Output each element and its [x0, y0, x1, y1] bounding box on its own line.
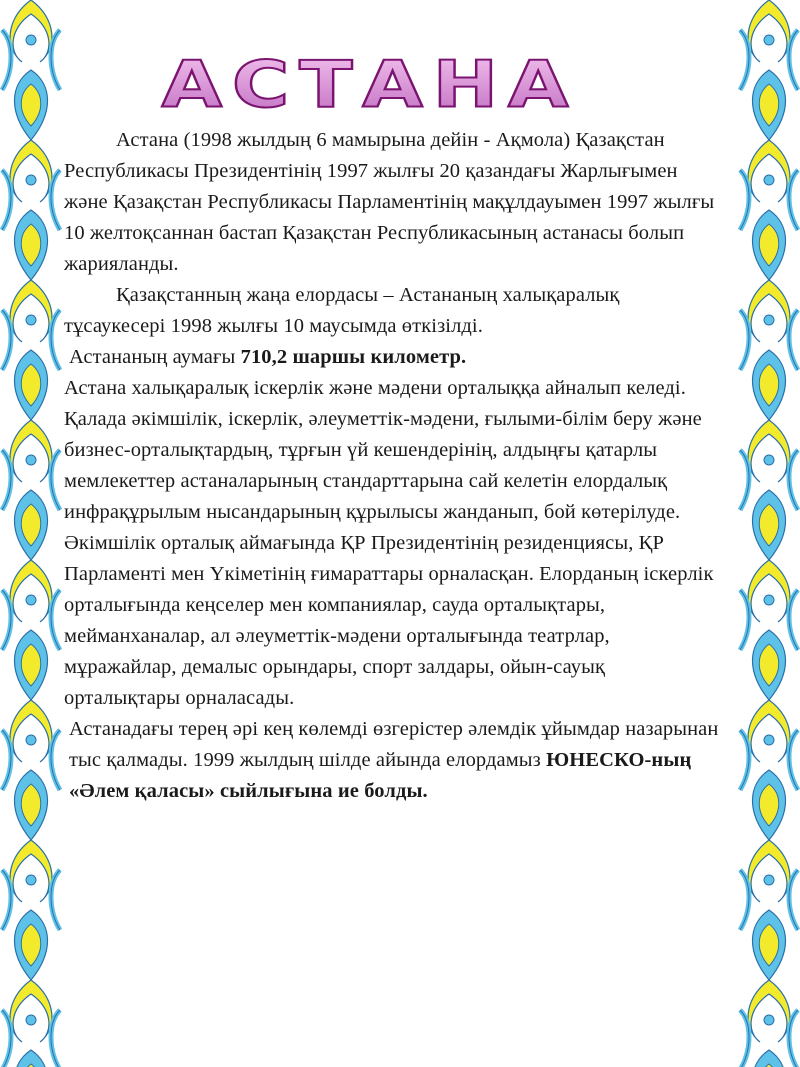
paragraph-area: Астананың аумағы 710,2 шаршы километр. [69, 346, 467, 368]
article-body [64, 125, 724, 807]
paragraph-history: Астана (1998 жылдың 6 мамырына дейін - Ақмола) Қазақстан Республикасы Президентінің 1997 жылғы 20 қазандағы Жарлығымен және Қазақстан Республикасы Парламентінің мақұлдауымен 1997 жылғы 10 желтоқсаннан бастап Қазақстан Республикасының астанасы болып жарияланды. [64, 129, 715, 275]
area-value: 710,2 шаршы километр. [240, 346, 467, 368]
paragraph-unesco: Астанадағы терең әрі кең көлемді өзгерістер әлемдік ұйымдар назарынан тыс қалмады. 1999 жылдың шілде айында елордамыз ЮНЕСКО-ның «Әлем қаласы» сыйлығына ие болды. [69, 718, 719, 802]
unesco-award: ЮНЕСКО-ның «Әлем қаласы» сыйлығына ие болды. [69, 749, 692, 802]
page-title: АСТАНА [161, 47, 579, 122]
paragraph-development: Астана халықаралық іскерлік және мәдени орталыққа айналып келеді. Қалада әкімшілік, іскерлік, әлеуметтік-мәдени, ғылыми-білім беру және бизнес-орталықтардың, тұрғын үй кешендерінің, алдыңғы қатарлы мемлекеттер астаналарының стандарттарына сай келетін елордалық инфрақұрылым нысандарының құрылысы жанданып, бой көтерілуде. Әкімшілік орталық аймағында ҚР Президентінің резиденциясы, ҚР Парламенті мен Үкіметінің ғимараттары орналасқан. Елорданың іскерлік орталығында кеңселер мен компаниялар, сауда орталықтары, мейманханалар, ал әлеуметтік-мәдени орталығында театрлар, мұражайлар, демалыс орындары, спорт залдары, ойын-сауық орталықтары орналасады. [64, 377, 714, 709]
paragraph-opening: Қазақстанның жаңа елордасы – Астананың халықаралық тұсаукесері 1998 жылғы 10 маусымда өткізілді. [64, 284, 620, 337]
left-ornament-border [0, 0, 62, 1067]
right-ornament-border [738, 0, 800, 1067]
